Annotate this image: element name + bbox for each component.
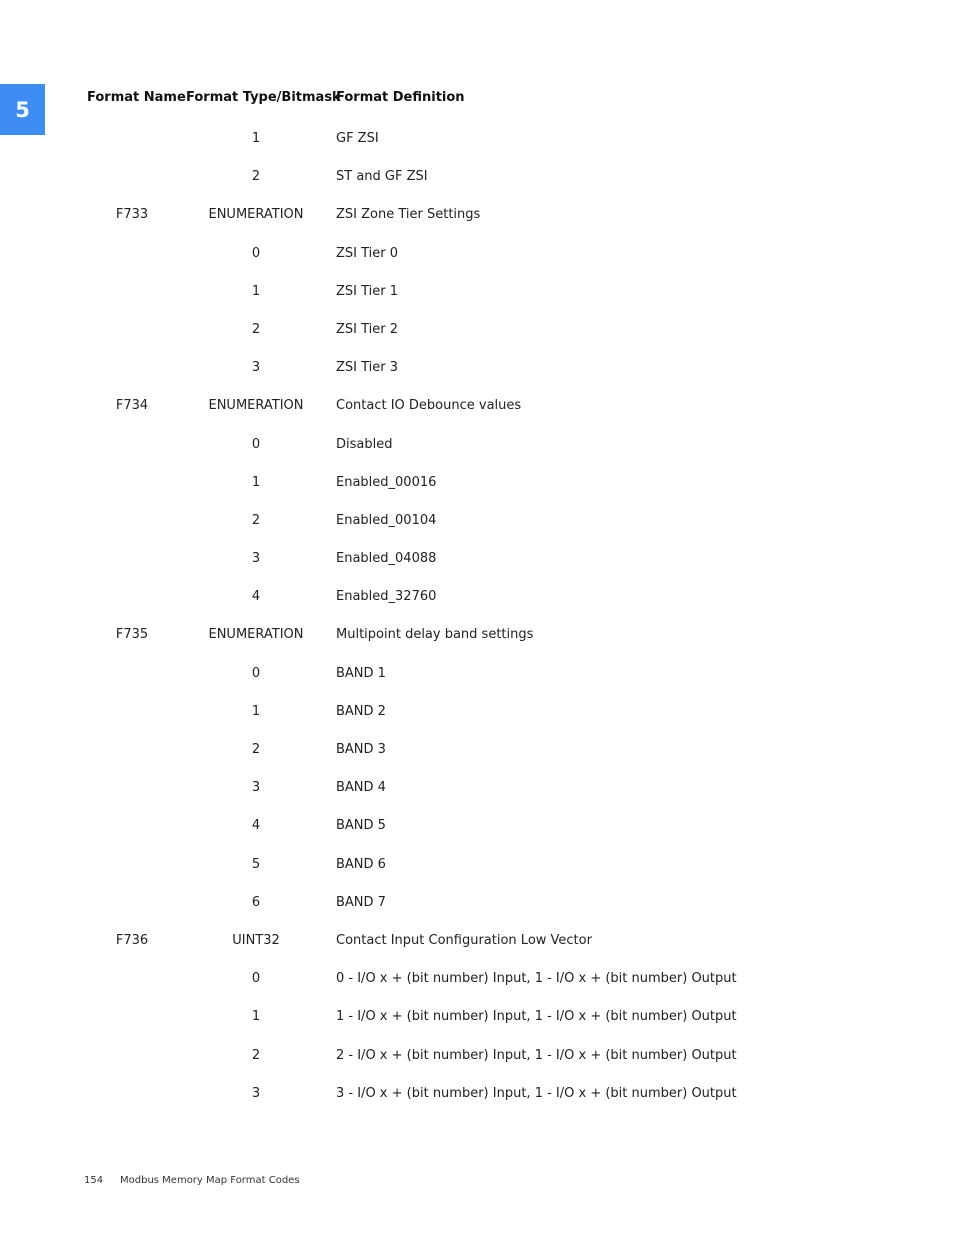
table-header bbox=[0, 90, 954, 110]
table-row bbox=[0, 502, 954, 540]
format-definition-cell: Enabled_04088 bbox=[336, 551, 437, 567]
format-type-cell: 0 bbox=[251, 971, 261, 987]
table-row bbox=[0, 120, 954, 158]
format-type-cell: 1 bbox=[251, 131, 261, 146]
format-type-cell: 1 bbox=[251, 474, 261, 490]
format-type-cell: ENUMERATION bbox=[208, 627, 304, 643]
column-header-format-type: Format Type/Bitmask bbox=[186, 90, 341, 105]
format-definition-cell: BAND 5 bbox=[336, 818, 386, 834]
format-type-cell: ENUMERATION bbox=[208, 207, 304, 223]
table-row bbox=[0, 731, 954, 769]
format-definition-cell: BAND 6 bbox=[336, 856, 386, 872]
table-row bbox=[0, 464, 954, 502]
table-row bbox=[0, 540, 954, 578]
table-row bbox=[0, 884, 954, 922]
format-definition-cell: BAND 4 bbox=[336, 780, 386, 796]
table-row bbox=[0, 1037, 954, 1075]
format-definition-cell: ZSI Tier 3 bbox=[336, 360, 399, 376]
table-row bbox=[0, 922, 954, 960]
table-row bbox=[0, 158, 954, 196]
column-header-format-name: Format Name bbox=[87, 90, 186, 105]
table-row bbox=[0, 349, 954, 387]
format-definition-cell: Disabled bbox=[336, 436, 393, 452]
format-type-cell: 3 bbox=[251, 360, 261, 376]
format-definition-cell: ZSI Tier 1 bbox=[336, 283, 399, 299]
column-header-format-definition: Format Definition bbox=[336, 90, 465, 105]
format-type-cell: UINT32 bbox=[232, 932, 280, 948]
format-type-cell: 2 bbox=[251, 512, 261, 528]
table-row bbox=[0, 578, 954, 616]
format-type-cell: 1 bbox=[251, 283, 261, 299]
format-definition-cell: Enabled_00016 bbox=[336, 474, 437, 490]
format-definition-cell: GF ZSI bbox=[336, 131, 379, 146]
table-row bbox=[0, 655, 954, 693]
format-definition-cell: BAND 1 bbox=[336, 665, 386, 681]
format-definition-cell: ZSI Tier 0 bbox=[336, 245, 399, 261]
format-definition-cell: Multipoint delay band settings bbox=[336, 627, 534, 643]
format-type-cell: 4 bbox=[251, 589, 261, 605]
page-footer bbox=[84, 1175, 300, 1186]
format-definition-cell: Enabled_00104 bbox=[336, 512, 437, 528]
page-number: 154 bbox=[84, 1175, 104, 1186]
format-name-cell: F734 bbox=[115, 398, 149, 414]
format-type-cell: 0 bbox=[251, 665, 261, 681]
table-row bbox=[0, 960, 954, 998]
table-row bbox=[0, 426, 954, 464]
format-type-cell: 2 bbox=[251, 169, 261, 185]
format-definition-cell: ZSI Zone Tier Settings bbox=[336, 207, 481, 223]
table-row bbox=[0, 235, 954, 273]
table-row bbox=[0, 693, 954, 731]
table-row bbox=[0, 998, 954, 1036]
format-type-cell: 5 bbox=[251, 856, 261, 872]
table-row bbox=[0, 273, 954, 311]
format-type-cell: 2 bbox=[251, 1047, 261, 1063]
format-type-cell: ENUMERATION bbox=[208, 398, 304, 414]
format-type-cell: 2 bbox=[251, 321, 261, 337]
format-definition-cell: Enabled_32760 bbox=[336, 589, 437, 605]
table-row bbox=[0, 1075, 954, 1113]
format-definition-cell: ST and GF ZSI bbox=[336, 169, 428, 185]
format-definition-cell: BAND 2 bbox=[336, 703, 386, 719]
format-type-cell: 2 bbox=[251, 742, 261, 757]
format-type-cell: 6 bbox=[251, 894, 261, 910]
format-definition-cell: ZSI Tier 2 bbox=[336, 321, 399, 337]
footer-section-title: Modbus Memory Map Format Codes bbox=[120, 1175, 300, 1186]
format-definition-cell: BAND 7 bbox=[336, 894, 386, 910]
table-row bbox=[0, 196, 954, 234]
format-type-cell: 3 bbox=[251, 1085, 261, 1101]
format-definition-cell: Contact IO Debounce values bbox=[336, 398, 522, 414]
format-type-cell: 1 bbox=[251, 703, 261, 719]
table-row bbox=[0, 387, 954, 425]
table-row bbox=[0, 769, 954, 807]
table-row bbox=[0, 311, 954, 349]
chapter-tab: 5 bbox=[0, 84, 45, 135]
format-definition-cell: 2 - I/O x + (bit number) Input, 1 - I/O x + (bit number) Output bbox=[336, 1047, 737, 1063]
format-definition-cell: 1 - I/O x + (bit number) Input, 1 - I/O x + (bit number) Output bbox=[336, 1009, 737, 1025]
format-type-cell: 3 bbox=[251, 780, 261, 796]
format-definition-cell: Contact Input Configuration Low Vector bbox=[336, 932, 592, 948]
format-table-body bbox=[0, 120, 954, 1113]
format-definition-cell: 0 - I/O x + (bit number) Input, 1 - I/O x + (bit number) Output bbox=[336, 971, 737, 987]
format-name-cell: F733 bbox=[115, 207, 149, 223]
format-type-cell: 4 bbox=[251, 818, 261, 834]
format-name-cell: F735 bbox=[115, 627, 149, 643]
format-definition-cell: 3 - I/O x + (bit number) Input, 1 - I/O x + (bit number) Output bbox=[336, 1085, 737, 1101]
format-type-cell: 0 bbox=[251, 436, 261, 452]
table-row bbox=[0, 616, 954, 654]
format-type-cell: 1 bbox=[251, 1009, 261, 1025]
format-type-cell: 0 bbox=[251, 245, 261, 261]
format-name-cell: F736 bbox=[115, 932, 149, 948]
format-type-cell: 3 bbox=[251, 551, 261, 567]
table-row bbox=[0, 846, 954, 884]
format-definition-cell: BAND 3 bbox=[336, 742, 386, 757]
table-row bbox=[0, 807, 954, 845]
